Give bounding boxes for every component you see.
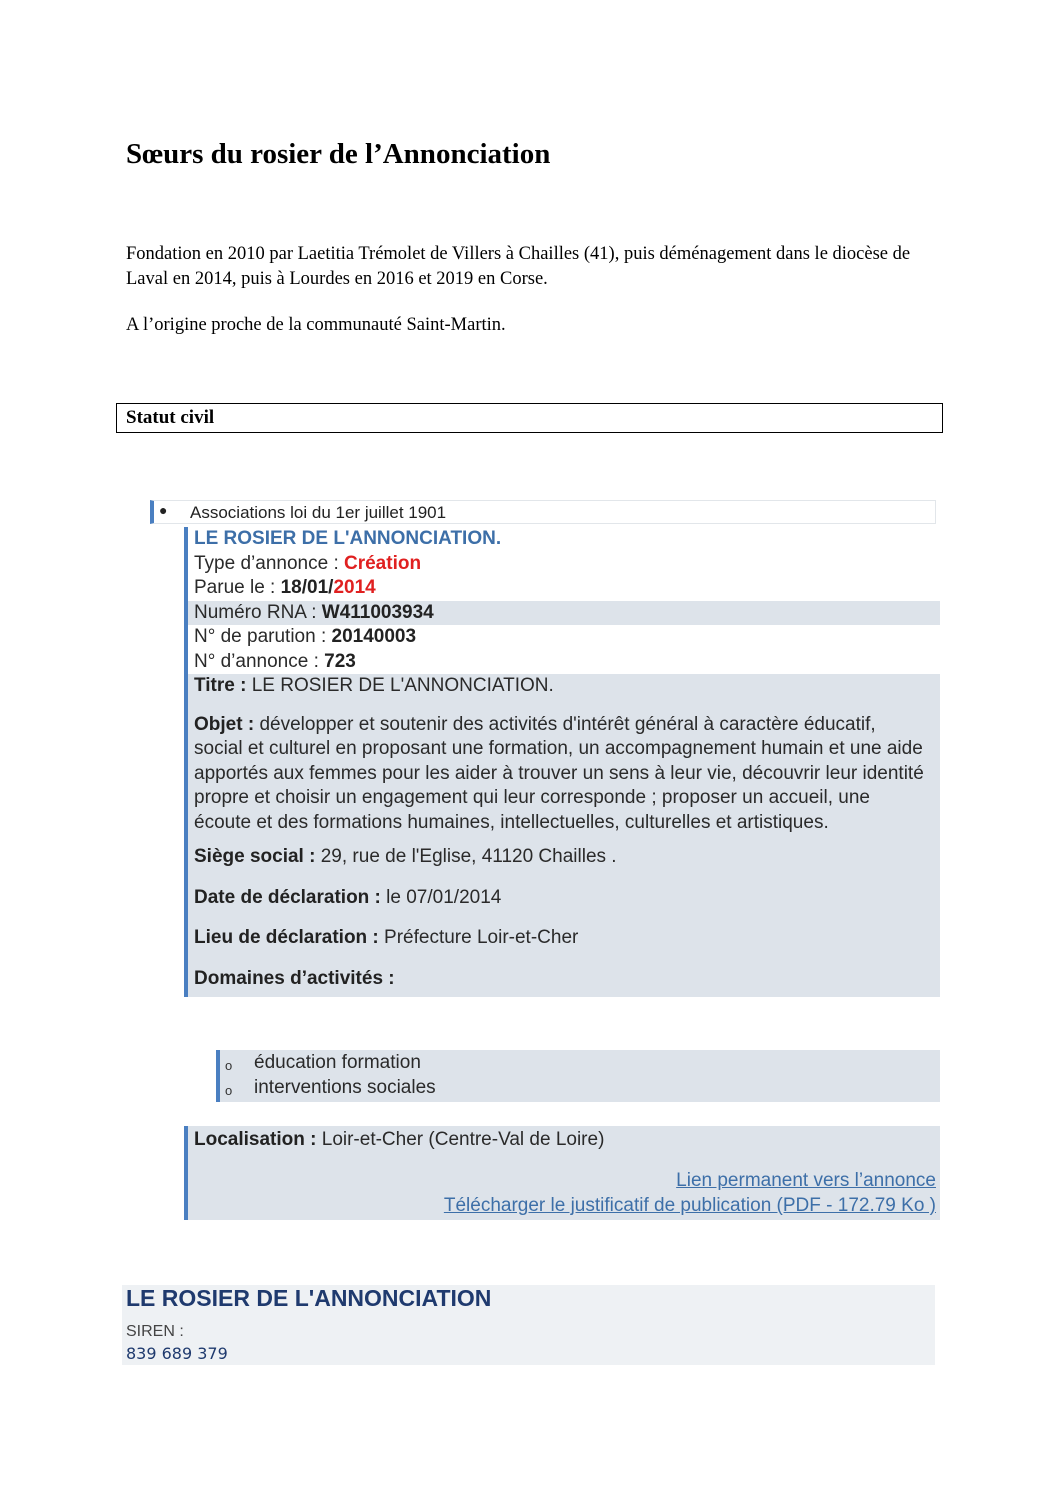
annonce-objet	[188, 699, 935, 842]
download-justificatif-link[interactable]: Télécharger le justificatif de publication (PDF - 172.79 Ko )	[443, 1195, 936, 1216]
localisation-panel	[184, 1126, 940, 1220]
annonce-category-row	[150, 500, 936, 524]
annonce-objet-value: développer et soutenir des activités d'intérêt général à caractère éducatif, social et culturel en proposant une formation, un accompagnement humain et une aide apportés aux femmes pour les aider à trouver un sens à leur vie, découvrir leur identité propre et choisir un engagement qui leur corresponde ; proposer un accueil, une écoute et des formations humaines, intellectuelles, culturelles et artistiques.	[194, 713, 924, 833]
annonce-number-row	[188, 650, 940, 675]
annonce-panel	[184, 527, 940, 997]
annonce-number-label: N° d’annonce :	[194, 650, 325, 672]
statut-civil-label: Statut civil	[126, 407, 215, 428]
annonce-number-value: 723	[324, 650, 356, 672]
annonce-parution-label: N° de parution :	[194, 626, 332, 647]
annonce-parution-value: 20140003	[331, 626, 417, 647]
intro-paragraph: Fondation en 2010 par Laetitia Trémolet de Villers à Chailles (41), puis déménagement dans le diocèse de Laval en 2014, puis à Lourdes en 2016 et 2019 en Corse.	[126, 244, 911, 289]
annonce-type-value: Création	[344, 552, 422, 574]
annonce-siege-value: 29, rue de l'Eglise, 41120 Chailles .	[320, 846, 617, 868]
siren-value: 839 689 379	[126, 1344, 228, 1363]
annonce-titre-label: Titre :	[194, 675, 252, 696]
annonce-siege-label: Siège social :	[194, 846, 321, 868]
localisation-value: Loir-et-Cher (Centre-Val de Loire)	[321, 1129, 605, 1150]
annonce-lieu-decl-row	[188, 926, 940, 951]
annonce-siege-row	[188, 845, 940, 870]
siren-card	[122, 1285, 935, 1365]
annonce-rna-value: W411003934	[321, 601, 434, 623]
annonce-parue-row	[188, 576, 940, 601]
annonce-parue-label: Parue le :	[194, 577, 281, 598]
annonce-objet-label: Objet :	[194, 713, 260, 735]
intro-paragraph-2: A l’origine proche de la communauté Saint-Martin.	[126, 315, 506, 335]
annonce-titre-value: LE ROSIER DE L'ANNONCIATION.	[251, 675, 554, 696]
circle-bullet-icon: o	[225, 1058, 233, 1073]
circle-bullet-icon: o	[225, 1083, 233, 1098]
statut-civil-header	[116, 403, 943, 433]
annonce-name: LE ROSIER DE L'ANNONCIATION.	[194, 528, 502, 549]
domaines-list	[216, 1050, 940, 1102]
annonce-titre-row	[188, 674, 940, 699]
annonce-date-decl-label: Date de déclaration :	[194, 886, 387, 908]
annonce-lieu-decl-value: Préfecture Loir-et-Cher	[384, 927, 579, 949]
annonce-date-decl-value: le 07/01/2014	[386, 886, 502, 908]
annonce-rna-label: Numéro RNA :	[194, 601, 322, 623]
annonce-parue-year: 2014	[333, 577, 376, 598]
localisation-row	[194, 1129, 604, 1151]
annonce-type-row	[188, 552, 940, 577]
list-item	[220, 1075, 940, 1100]
annonce-type-label: Type d’annonce :	[194, 552, 344, 574]
domaine-label: éducation formation	[254, 1052, 421, 1073]
annonce-rna-row	[188, 601, 940, 626]
siren-company-name: LE ROSIER DE L'ANNONCIATION	[126, 1285, 492, 1311]
permanent-link[interactable]: Lien permanent vers l’annonce	[676, 1170, 936, 1191]
list-item	[220, 1050, 940, 1075]
annonce-date-decl-row	[188, 886, 940, 911]
annonce-domaines-label: Domaines d’activités :	[194, 967, 395, 989]
domaine-label: interventions sociales	[254, 1077, 436, 1098]
annonce-domaines-row	[188, 967, 940, 992]
siren-label: SIREN :	[126, 1323, 184, 1340]
annonce-lieu-decl-label: Lieu de déclaration :	[194, 927, 385, 949]
annonce-parution-row	[188, 625, 940, 650]
bullet-icon: ●	[159, 502, 168, 518]
annonce-details	[188, 674, 940, 997]
page-title: Sœurs du rosier de l’Annonciation	[126, 138, 551, 170]
annonce-parue-date: 18/01/	[280, 577, 334, 598]
annonce-category: Associations loi du 1er juillet 1901	[190, 503, 447, 522]
annonce-name-row	[188, 527, 940, 552]
localisation-label: Localisation :	[194, 1129, 322, 1150]
